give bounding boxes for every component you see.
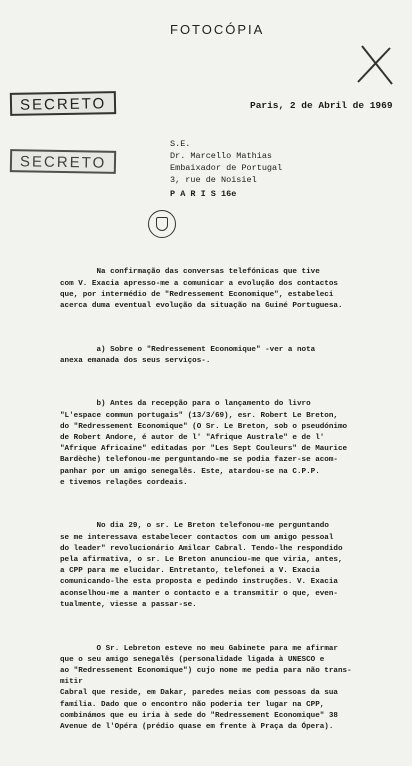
secret-stamp-bottom: SECRETO (10, 149, 117, 174)
secret-stamp-top: SECRETO (10, 91, 117, 116)
address-line-3: Embaixador de Portugal (170, 163, 283, 173)
address-line-4: 3, rue de Noisiel (170, 175, 257, 185)
paragraph-1: Na confirmação das conversas telefónicas que tive com V. Exacia apresso-me a comunicar a evolução dos contactos que, por intermédio de "Redressement Economique", estabeleci acerca duma eventual evolução da situação na Guiné Portuguesa. (60, 268, 343, 311)
embassy-seal-icon (148, 210, 176, 238)
photocopy-stamp: FOTOCÓPIA (170, 22, 265, 37)
paragraph-2: a) Sobre o "Redressement Economique" -ver a nota anexa emanada dos seus serviços-. (60, 345, 316, 365)
address-line-1: S.E. (170, 139, 191, 149)
letter-date: Paris, 2 de Abril de 1969 (250, 100, 393, 111)
letter-body (60, 245, 406, 766)
paragraph-3: b) Antes da recepção para o lançamento do livro "L'espace commun portugais" (13/3/69), esr. Robert Le Breton, do "Redressement Economique" (O Sr. Le Breton, sob o pseudónimo de Robert Andore, é autor de l' "Afrique Australe" e de l' "Afrique Africaine" editadas por "Les Sept Couleurs" de Maurice Bardèche) telefonou-me perguntando-me se podia fazer-se acom- panhar por um amigo senegalês. Este, atardou-se na C.P.P. e tivemos relações cordeais. (60, 400, 348, 487)
handwritten-x-mark (352, 40, 400, 88)
address-line-5: P A R I S 16e (170, 189, 237, 199)
paragraph-5: O Sr. Lebreton esteve no meu Gabinete para me afirmar que o seu amigo senegalês (personalidade ligada à UNESCO e ao "Redressement Economique") cujo nome me pedia para não trans- mitir Cabral que reside, em Dakar, paredes meias com pessoas da sua família. Dado que o encontro não poderia ter lugar na CPP, combinámos que eu iria à sede do "Redressement Economique" 38 Avenue de l'Opéra (prédio quase em frente à Praça da Ópera). (60, 644, 352, 731)
paragraph-4: No dia 29, o sr. Le Breton telefonou-me perguntando se me interessava estabelecer contactos com um amigo pessoal do leader" revolucionário Amilcar Cabral. Tendo-lhe respondido pela afirmativa, o sr. Le Breton anunciou-me que viria, antes, a CPP para me elucidar. Entretanto, telefonei a V. Exacia comunicando-lhe esta proposta e pedindo instruções. V. Exacia aconselhou-me a manter o contacto e a transmitir o que, even- tualmente, viesse a passar-se. (60, 522, 343, 609)
address-line-2: Dr. Marcello Mathias (170, 151, 273, 161)
